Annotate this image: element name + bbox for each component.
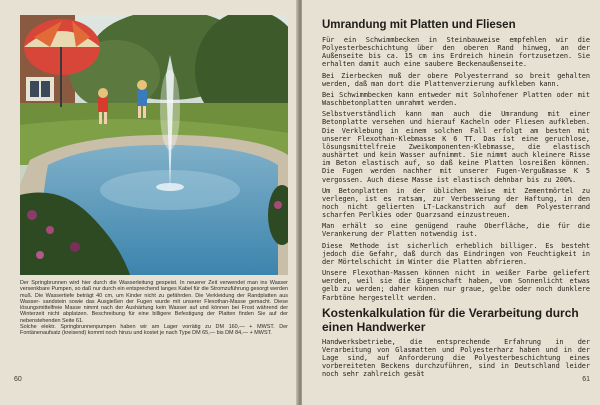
body-paragraph: Handwerksbetriebe, die entsprechende Erfahrung in der Verarbeitung von Glasmatten und Polyesterharz haben und in der Lage sind, auf Anforderung die Polyesterbeschichtung eines vorbereiteten Beckens durchzuführen, sind in Deutschland leider noch sehr zahlreich gesät [322,337,590,379]
right-page-text [322,18,590,381]
body-paragraph: Unsere Flexothan-Massen können nicht in weißer Farbe geliefert werden, weil sie die Eigenschaft haben, vom Sonnenlicht etwas gelb zu werden; daher können nur graue, gelbe oder noch dunklere Farbtöne hergestellt werden. [322,269,590,302]
body-paragraph: Bei Zierbecken muß der obere Polyesterrand so breit gehalten werden, daß man dort die Plattenverzierung aufkleben kann. [322,71,590,88]
body-paragraph: Man erhält so eine genügend rauhe Oberfläche, die für die Verankerung der Platten notwendig ist. [322,222,590,239]
body-paragraph: Für ein Schwimmbecken in Steinbauweise empfehlen wir die Polyesterbeschichtung über den oberen Rand hinweg, an der Außenseite bis ca. 15 cm ins Erdreich hinein fortzusetzen. Sie erhalten damit auch eine saubere Beckenaußenseite. [322,36,590,69]
photo-caption [20,280,288,336]
right-page [302,0,600,405]
body-paragraph: Bei Schwimmbecken kann entweder mit Solnhofener Platten oder mit Waschbetonplatten umrahmt werden. [322,90,590,108]
page-number-right: 61 [582,376,590,383]
pool-fountain-photo [20,15,288,275]
caption-paragraph: Solche elektr. Springbrunnenpumpen haben wir am Lager vorrätig zu DM 160,— + MWST. Der Fontänenaufsatz (kreisend) kommt noch hinzu und kostet je nach Type DM 65,— bis DM 84,— + MWST. [20,323,288,336]
body-paragraph: Um Betonplatten in der üblichen Weise mit Zementmörtel zu verlegen, ist es ratsam, zur Verbesserung der Haftung, in den noch nicht gelierten LT-Lackanstrich auf dem Polyesterrand scharfen Perlkies oder Quarzsand einzustreuen. [322,186,590,220]
pool-fountain-illustration [20,15,288,275]
page-number-left: 60 [14,376,22,383]
body-paragraph: Diese Methode ist sicherlich erheblich billiger. Es besteht jedoch die Gefahr, daß durch das Eindringen von Feuchtigkeit in der Mörtelschicht im Winter die Platten abfrieren. [322,241,590,266]
caption-paragraph: Der Springbrunnen wird hier durch die Wasserleitung gespeist. In neuerer Zeit verwendet man ins Wasser versenkbare Pumpen, so daß nur durch ein entsprechend langes Kabel für die Stromzuführung gesorgt werden muß. Die Wassertiefe beträgt 40 cm, um Kinder nicht zu gefährden. Die Verkleidung der Randplatten aus Wasser- sandstein sowie das Ausgießen der Fugen wurde mit unserer Flexothan-Masse gemacht. Diese lösungsmittelfreie Masse nimmt nach der Aushärtung kein Wasser auf und können bei Frost während der Winterzeit nicht abplatzen. Beschreibung für eine billigere Befestigung der Platten finden Sie auf der nebenstehenden Seite 61. [20,280,288,324]
section-heading-borders: Umrandung mit Platten und Fliesen [322,19,516,31]
left-page [0,0,298,405]
section-heading-cost: Kostenkalkulation für die Verarbeitung durch einen Handwerker [322,305,579,334]
body-paragraph: Selbstverständlich kann man auch die Umrandung mit einer Betonplatte versehen und hierauf Kacheln oder Fliesen aufkleben. Die Verklebung in einem solchen Fall erfolgt am besten mit unserer Flexothan-Klebmasse K 6 TT. Das ist eine geruchlose, lösungsmittelfreie Zweikomponenten-Klebmasse, die elastisch aushärtet und kein Wasser aufnimmt. Sie nimmt auch kleinere Risse im Beton elastisch auf, so daß keine Platten losreißen können. Die Fugen werden nachher mit unserer Fugen-Vergußmasse K 5 vergossen. Auch diese Masse ist elastisch dehnbar bis zu 200%. [322,110,590,184]
